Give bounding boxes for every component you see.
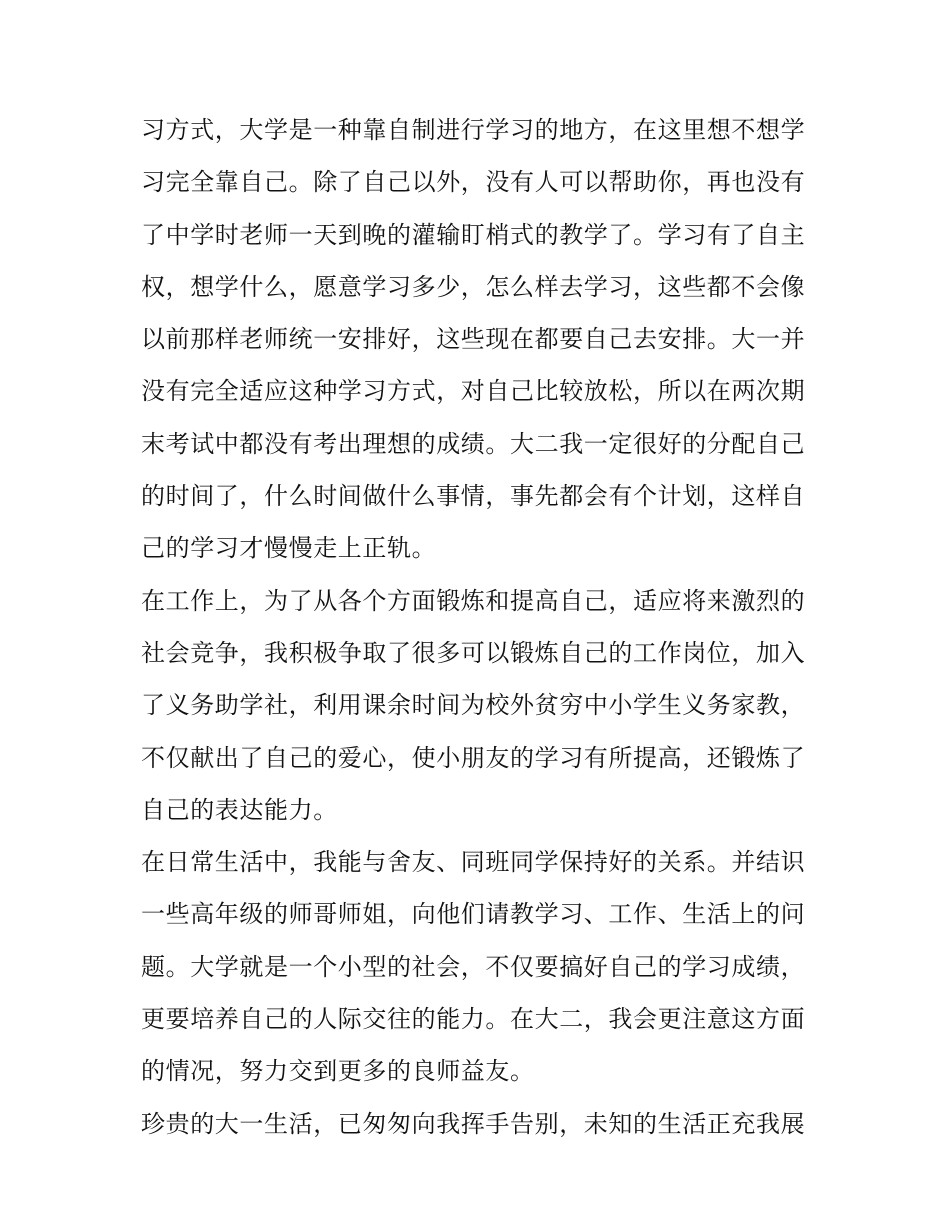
- text-line: 珍贵的大一生活，已匆匆向我挥手告别，未知的生活正充我展: [141, 1109, 806, 1138]
- text-line: 了中学时老师一天到晚的灌输盯梢式的教学了。学习有了自主: [141, 220, 806, 249]
- text-line: 一些高年级的师哥师姐，向他们请教学习、工作、生活上的问: [141, 900, 806, 929]
- text-line: 题。大学就是一个小型的社会，不仅要搞好自己的学习成绩，: [141, 952, 806, 981]
- body-text: [141, 104, 815, 1150]
- text-line: 习完全靠自己。除了自己以外，没有人可以帮助你，再也没有: [141, 168, 806, 197]
- text-line: 不仅献出了自己的爱心，使小朋友的学习有所提高，还锻炼了: [141, 743, 806, 772]
- text-line: 习方式，大学是一种靠自制进行学习的地方，在这里想不想学: [141, 116, 806, 144]
- text-line: 权，想学什么，愿意学习多少，怎么样去学习，这些都不会像: [141, 272, 806, 301]
- text-line: 以前那样老师统一安排好，这些现在都要自己去安排。大一并: [141, 325, 806, 354]
- text-line: 自己的表达能力。: [141, 795, 338, 824]
- text-line: 在日常生活中，我能与舍友、同班同学保持好的关系。并结识: [141, 848, 806, 877]
- text-line: 更要培养自己的人际交往的能力。在大二，我会更注意这方面: [141, 1005, 806, 1034]
- text-line: 的情况，努力交到更多的良师益友。: [141, 1057, 535, 1086]
- text-line: 己的学习才慢慢走上正轨。: [141, 534, 437, 563]
- text-line: 社会竞争，我积极争取了很多可以锻炼自己的工作岗位，加入: [141, 638, 806, 667]
- text-line: 末考试中都没有考出理想的成绩。大二我一定很好的分配自己: [141, 429, 806, 458]
- text-line: 了义务助学社，利用课余时间为校外贫穷中小学生义务家教，: [141, 691, 806, 720]
- text-line: 的时间了，什么时间做什么事情，事先都会有个计划，这样自: [141, 482, 806, 511]
- text-line: 没有完全适应这种学习方式，对自己比较放松，所以在两次期: [141, 377, 806, 406]
- text-line: 在工作上，为了从各个方面锻炼和提高自己，适应将来激烈的: [141, 586, 806, 615]
